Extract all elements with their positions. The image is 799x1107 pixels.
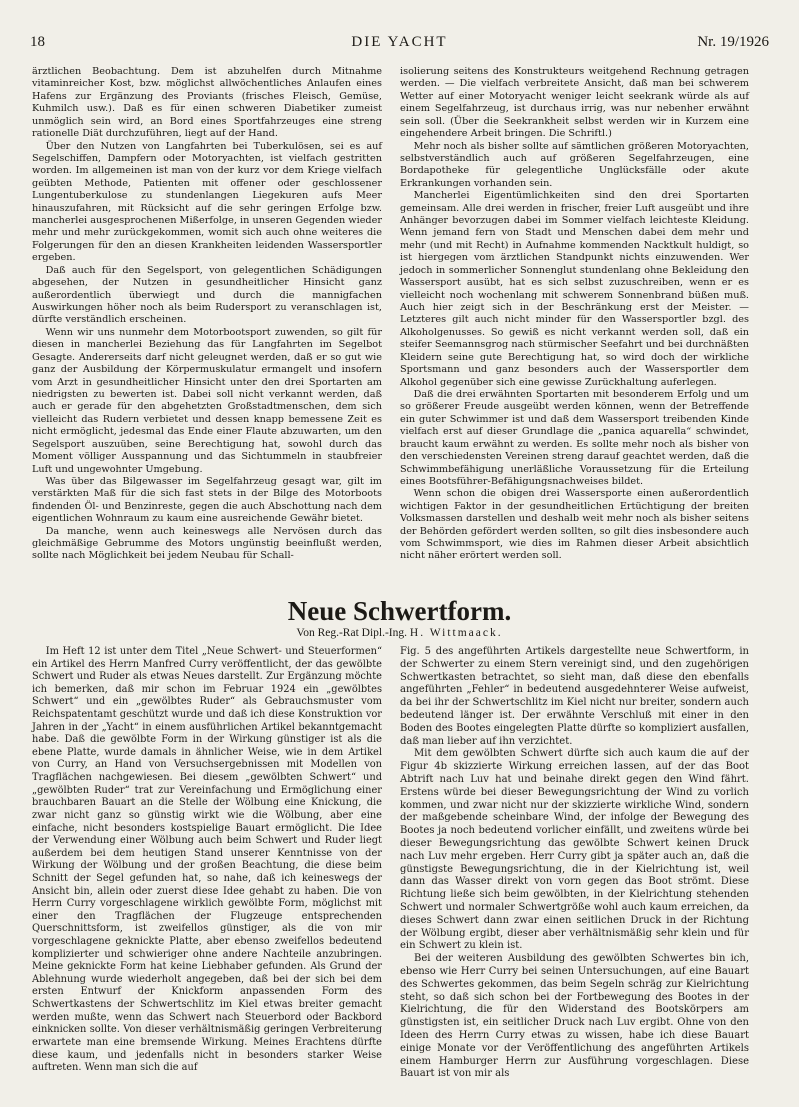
paragraph: isolierung seitens des Konstrukteurs weitgehend Rechnung getragen werden. — Die vielfach verbreitete Ansicht, daß man bei schwerem Wetter auf einer Motoryacht weniger leicht seekrank würde als auf einem Segelfahrzeug, ist durchaus irrig, was nur nebenher erwähnt sein soll. (Über die Seekrankheit selbst werden wir in Kurzem eine eingehendere Arbeit bringen. Die Schriftl.) <box>400 66 749 140</box>
paragraph: Mit dem gewölbten Schwert dürfte sich auch kaum die auf der Figur 4b skizzierte Wirkung erreichen lassen, auf der das Boot Abtrift nach Luv hat und beinahe direkt gegen den Wind fährt. Erstens würde bei dieser Bewegungsrichtung der Wind zu vorlich kommen, und zwar nicht nur der skizzierte wirkliche Wind, sondern der maßgebende scheinbare Wind, der infolge der Bewegung des Bootes ja noch bedeutend vorlicher einfällt, und zweitens würde bei dieser Bewegungsrichtung das gewölbte Schwert keinen Druck nach Luv mehr ergeben. Herr Curry gibt ja später auch an, daß die günstigste Bewegungsrichtung, die in der Kielrichtung ist, weil dann das Wasser direkt von vorn gegen das Boot strömt. Diese Richtung ließe sich beim gewölbten, in der Kielrichtung stehenden Schwert und normaler Schwertgröße wohl auch kaum erreichen, da dieses Schwert dann zwar einen seitlichen Druck in der Richtung der Wölbung ergibt, dieser aber verhältnismäßig sehr klein und für ein Schwert zu klein ist. <box>400 748 749 952</box>
column-3 <box>32 646 382 1081</box>
article-title: Neue Schwertform. <box>287 596 512 626</box>
page-header <box>30 34 769 54</box>
byline-prefix: Von Reg.-Rat Dipl.-Ing. <box>296 627 408 639</box>
paragraph: Bei der weiteren Ausbildung des gewölbten Schwertes bin ich, ebenso wie Herr Curry bei seinen Untersuchungen, auf eine Bauart des Schwertes gekommen, das beim Segeln schräg zur Kielrichtung steht, so daß sich schon bei der Fortbewegung des Bootes in der Kielrichtung, die für den Widerstand des Bootskörpers am günstigsten ist, ein seitlicher Druck nach Luv ergibt. Ohne von den Ideen des Herrn Curry etwas zu wissen, habe ich diese Bauart einige Monate vor der Veröffentlichung des angeführten Artikels einem Hamburger Herrn zur Ausführung vorgeschlagen. Diese Bauart ist von mir als <box>400 953 749 1080</box>
paragraph: ärztlichen Beobachtung. Dem ist abzuhelfen durch Mitnahme vitaminreicher Kost, bzw. möglichst allwöchentliches Anlaufen eines Hafens zur Ergänzung des Proviants (frisches Fleisch, Gemüse, Kuhmilch usw.). Daß es für einen schweren Diabetiker zumeist unmöglich sein wird, an Bord eines Sportfahrzeuges eine streng rationelle Diät durchzuführen, liegt auf der Hand. <box>32 66 382 140</box>
column-4 <box>400 646 749 1081</box>
paragraph: Wenn wir uns nunmehr dem Motorbootsport zuwenden, so gilt für diesen in mancherlei Beziehung das für Langfahrten im Segelbot Gesagte. Andererseits darf nicht geleugnet werden, daß er so gut wie ganz der Ausbildung der Körpermuskulatur ermangelt und insofern vom Arzt in gesundheitlicher Hinsicht unter den drei Sportarten am niedrigsten zu bewerten ist. Dabei soll nicht verkannt werden, daß auch er gerade für den abgehetzten Großstadtmenschen, dem sich vielleicht das Rudern verbietet und dessen knapp bemessene Zeit es nicht ermöglicht, jedesmal das Ende einer Flaute abzuwarten, um den Segelsport auszuüben, seine Berechtigung hat, sowohl durch das Moment völliger Ausspannung und das Sichtummeln in staubfreier Luft und ungewohnter Umgebung. <box>32 326 382 475</box>
paragraph: Im Heft 12 ist unter dem Titel „Neue Schwert- und Steuerformen“ ein Artikel des Herrn Manfred Curry veröffentlicht, der das gewölbte Schwert und Ruder als etwas Neues darstellt. Zur Ergänzung möchte ich bemerken, daß mir schon im Februar 1924 ein „gewölbtes Schwert“ und ein „gewölbtes Ruder“ als Gebrauchsmuster vom Reichspatentamt geschützt wurde und daß ich diese Konstruktion vor Jahren in der „Yacht“ in einem ausführlichen Artikel bekanntgemacht habe. Daß die gewölbte Form in der Wirkung günstiger ist als die ebene Platte, wurde damals in ähnlicher Weise, wie in dem Artikel von Curry, an Hand von Versuchsergebnissen mit Modellen von Tragflächen nachgewiesen. Bei diesem „gewölbten Schwert“ und „gewölbten Ruder“ trat zur Vereinfachung und Ermöglichung einer brauchbaren Bauart an die Stelle der Wölbung eine Knickung, die zwar nicht ganz so günstig wirkt wie die Wölbung, aber eine einfache, nicht besonders kostspielige Bauart ermöglicht. Die Idee der Verwendung einer Wölbung auch beim Schwert und Ruder liegt außerdem bei dem heutigen Stand unserer Kenntnisse von der Wirkung der Wölbung und der großen Beachtung, die diese beim Schnitt der Segel gefunden hat, so nahe, daß ich keineswegs der Ansicht bin, allein oder zuerst diese Idee gehabt zu haben. Die von Herrn Curry vorgeschlagene wirklich gewölbte Form, möglichst mit einer den Tragflächen der Flugzeuge entsprechenden Querschnittsform, ist zweifellos günstiger, als die von mir vorgeschlagene geknickte Platte, aber ebenso zweifellos bedeutend komplizierter und schwieriger ohne andere Nachteile anzubringen. Meine geknickte Form hat keine Liebhaber gefunden. Als Grund der Ablehnung wurde wiederholt angegeben, daß bei der sich bei dem ersten Entwurf der Knickform anpassenden Form des Schwertkastens der Schwertschlitz im Kiel etwas breiter gemacht werden mußte, wenn das Schwert nach Steuerbord oder Backbord einknicken sollte. Von dieser verhältnismäßig geringen Verbreiterung erwartete man eine bremsende Wirkung. Meines Erachtens dürfte diese kaum, und jedenfalls nicht in besonders starker Weise auftreten. Wenn man sich die auf <box>32 646 382 1074</box>
page-number: 18 <box>30 34 45 50</box>
issue-number: Nr. 19/1926 <box>697 34 769 50</box>
author-name: H. Wittmaack. <box>409 627 503 639</box>
column-2 <box>400 66 749 566</box>
paragraph: Was über das Bilgewasser im Segelfahrzeug gesagt war, gilt im verstärkten Maß für die sich fast stets in der Bilge des Motorboots findenden Öl- und Benzinreste, gegen die auch Abschottung nach dem eigentlichen Wohnraum zu kaum eine ausreichende Gewähr bietet. <box>32 475 382 525</box>
paragraph: Mehr noch als bisher sollte auf sämtlichen größeren Motoryachten, selbstverständlich auch auf größeren Segelfahrzeugen, eine Bordapotheke für gelegentliche Unglücksfälle oder akute Erkrankungen vorhanden sein. <box>400 140 749 189</box>
paragraph: Über den Nutzen von Langfahrten bei Tuberkulösen, sei es auf Segelschiffen, Dampfern oder Motoryachten, ist vielfach gestritten worden. Im allgemeinen ist man von der kurz vor dem Kriege vielfach geübten Methode, Patienten mit offener oder geschlossener Lungentuberkulose zu stundenlangen Liegekuren aufs Meer hinauszufahren, mit Rücksicht auf die sehr geringen Erfolge bzw. mancherlei ausgesprochenen Mißerfolge, in unseren Gegenden wieder mehr und mehr zurückgekommen, womit sich auch ohne weiteres die Folgerungen für den an diesen Krankheiten leidenden Wassersportler ergeben. <box>32 140 382 264</box>
paragraph: Da manche, wenn auch keineswegs alle Nervösen durch das gleichmäßige Gebrumme des Motors ungünstig beeinflußt werden, sollte nach Möglichkeit bei jedem Neubau für Schall- <box>32 525 382 562</box>
paragraph: Mancherlei Eigentümlichkeiten sind den drei Sportarten gemeinsam. Alle drei werden in frischer, freier Luft ausgeübt und ihre Anhänger bevorzugen dabei im Sommer vielfach leichteste Kleidung. Wenn jemand fern von Stadt und Menschen dabei dem mehr und mehr (und mit Recht) in Aufnahme kommenden Nacktkult huldigt, so ist hiergegen vom ärztlichen Standpunkt nichts einzuwenden. Wer jedoch in sommerlicher Sonnenglut stundenlang ohne Bekleidung den Wassersport ausübt, hat es sich selbst zuzuschreiben, wenn er es vielleicht noch wochenlang mit schwerem Sonnenbrand büßen muß. Auch hier zeigt sich in der Beschränkung erst der Meister. — Letzteres gilt auch nicht minder für den Wassersportler bzgl. des Alkoholgenusses. So gewiß es nicht verkannt werden soll, daß ein steifer Seemannsgrog nach stürmischer Seefahrt und bei durchnäßten Kleidern seine gute Berechtigung hat, so wird doch der wirkliche Sportsmann und ganz besonders auch der Wassersportler dem Alkohol gegenüber sich eine gewisse Zurückhaltung auferlegen. <box>400 190 749 388</box>
paragraph: Daß auch für den Segelsport, von gelegentlichen Schädigungen abgesehen, der Nutzen in gesundheitlicher Hinsicht ganz außerordentlich überwiegt und durch die mannigfachen Auswirkungen höher noch als beim Rudersport zu veranschlagen ist, dürfte verständlich erscheinen. <box>32 264 382 326</box>
paragraph: Wenn schon die obigen drei Wassersporte einen außerordentlich wichtigen Faktor in der gesundheitlichen Ertüchtigung der breiten Volksmassen darstellen und deshalb weit mehr noch als bisher seitens der Behörden gefördert werden sollten, so gilt dies insbesondere auch vom Schwimmsport, wie dies im Rahmen dieser Arbeit absichtlich nicht näher erörtert werden soll. <box>400 488 749 562</box>
paragraph: Fig. 5 des angeführten Artikels dargestellte neue Schwertform, in der Schwerter zu einem Stern vereinigt sind, und den zugehörigen Schwertkasten betrachtet, so sieht man, daß diese den ebenfalls angeführten „Fehler“ in bedeutend ausgedehnterer Weise aufweist, da bei ihr der Schwertschlitz im Kiel nicht nur breiter, sondern auch bedeutend länger ist. Der erwähnte Verschluß mit einer in den Boden des Bootes eingelegten Platte dürfte so kompliziert ausfallen, daß man lieber auf ihn verzichtet. <box>400 646 749 747</box>
magazine-title: DIE YACHT <box>351 34 448 50</box>
paragraph: Daß die drei erwähnten Sportarten mit besonderem Erfolg und um so größerer Freude ausgeübt werden können, wenn der Betreffende ein guter Schwimmer ist und daß dem Wassersport treibenden Kinde vielfach erst auf dieser Grundlage die „panica aquarella“ schwindet, braucht kaum erwähnt zu werden. Es sollte mehr noch als bisher von den verschiedensten Vereinen streng darauf geachtet werden, daß die Schwimmbefähigung unerläßliche Voraussetzung für die Erteilung eines Bootsführer-Befähigungsnachweises bildet. <box>400 388 749 487</box>
article-byline <box>0 627 799 639</box>
column-1 <box>32 66 382 566</box>
